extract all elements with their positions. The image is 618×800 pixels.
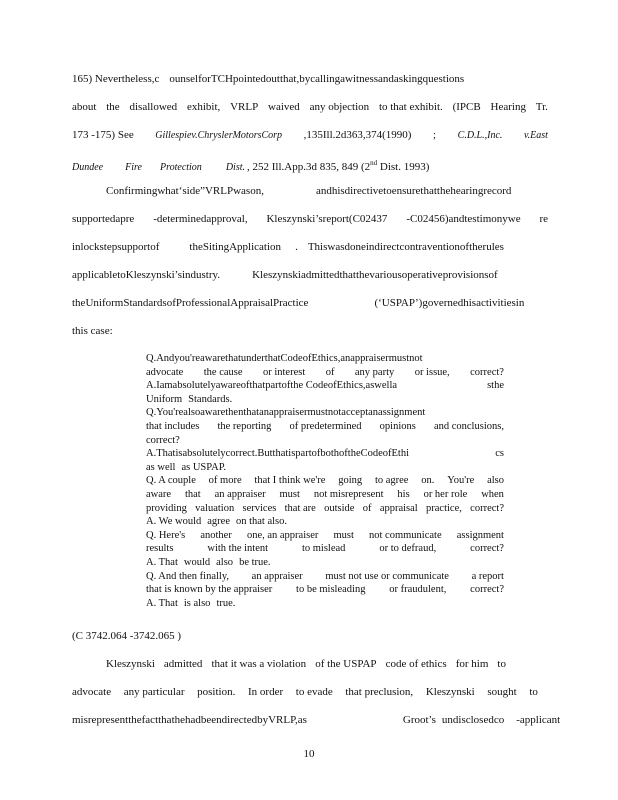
quote-segment: valuation [195, 502, 235, 514]
quote-segment: outside [324, 502, 355, 514]
quote-segment: of predetermined [289, 420, 362, 432]
quote-segment: providing [146, 502, 187, 514]
quote-segment: or fraudulent, [389, 584, 447, 596]
quote-segment: correct? [146, 434, 180, 446]
quote-segment: sthe [487, 380, 504, 392]
quote-line [146, 474, 504, 488]
quote-segment: or to defraud, [379, 543, 437, 555]
quote-line [146, 379, 504, 393]
quote-segment: be true. [239, 556, 271, 568]
quote-segment: A. That [146, 597, 178, 609]
quote-line [146, 447, 504, 461]
quote-segment: not communicate [369, 529, 442, 541]
text-segment: (‘USPAP’)governedhisactivitiesin [374, 297, 525, 309]
quote-segment: also [487, 475, 504, 487]
quote-segment: Q.You'realsoawarethenthatanappraisermustnotacceptanassignment [146, 407, 426, 419]
text-segment: Groot’s [402, 714, 436, 726]
text-segment: exhibit, [186, 101, 221, 113]
text-segment: any objection [309, 101, 370, 113]
text-segment: Confirmingwhat‘side”VRLPwason, [106, 185, 264, 197]
quote-segment: also [216, 556, 234, 568]
text-line [72, 240, 548, 254]
quote-segment: of more [208, 475, 242, 487]
text-segment: sought [487, 686, 517, 698]
quote-segment: to agree [374, 475, 409, 487]
text-segment: Kleszynski’sreport(C02437 [266, 213, 388, 225]
quote-segment: that is known by the appraiser [146, 584, 273, 596]
citation-text: Dist. 1993) [379, 160, 430, 173]
case-name: Gillespiev.ChryslerMotorsCorp [155, 130, 283, 141]
text-line [72, 212, 548, 226]
text-segment: VRLP [230, 101, 259, 113]
text-segment: position. [197, 686, 236, 698]
text-segment: . [295, 241, 298, 253]
case-name: Fire [125, 161, 142, 173]
quote-segment: to mislead [301, 543, 346, 555]
quote-segment: would [183, 556, 211, 568]
text-segment: re [539, 213, 548, 225]
quote-line [146, 583, 504, 597]
quote-segment: an appraiser [214, 488, 266, 500]
quote-segment: as USPAP. [181, 461, 227, 473]
quote-segment: true. [216, 597, 236, 609]
quote-line [146, 488, 504, 502]
text-line [72, 268, 548, 282]
text-line [72, 685, 538, 699]
quote-line [146, 542, 504, 556]
text-line [72, 100, 548, 114]
quote-segment: another [200, 529, 232, 541]
quote-segment: advocate [146, 366, 184, 378]
quote-line [146, 529, 504, 543]
quote-segment: must [279, 488, 300, 500]
quote-segment: that includes [146, 420, 200, 432]
quote-segment: when [481, 488, 504, 500]
text-segment: to evade [295, 686, 333, 698]
text-segment: 165) Nevertheless,c [72, 73, 160, 85]
text-segment: Hearing [490, 101, 526, 113]
quote-segment: Q. A couple [146, 475, 196, 487]
quote-segment: appraisal [379, 502, 418, 514]
quote-line [146, 393, 504, 407]
text-segment: applicabletoKleszynski’sindustry. [72, 269, 221, 281]
text-line [72, 296, 548, 310]
text-line [72, 72, 548, 86]
quote-segment: Q.Andyou'reawarethatunderthatCodeofEthics,anappraisermustnot [146, 353, 423, 364]
quote-segment: Uniform [146, 393, 183, 405]
quote-line [146, 406, 504, 420]
text-segment: (IPCB [452, 101, 481, 113]
quote-segment: services [242, 502, 277, 514]
quote-segment: You're [447, 475, 475, 487]
quote-segment: results [146, 543, 174, 555]
text-segment: to that exhibit. [378, 101, 443, 113]
text-segment: admitted [163, 658, 203, 670]
quote-segment: the cause [203, 366, 243, 378]
quote-line [146, 366, 504, 380]
case-name: Dundee [72, 161, 104, 173]
citation-text: , 252 Ill.App.3d 835, 849 (2 [246, 160, 371, 173]
quote-segment: and conclusions, [433, 420, 504, 432]
text-segment: theSitingApplication [189, 241, 282, 253]
quote-segment: A.Thatisabsolutelycorrect.ButthatispartofbothoftheCodeofEthi [146, 448, 410, 460]
text-segment: undisclosedco [441, 714, 505, 726]
text-segment: of the USPAP [315, 658, 377, 670]
quote-segment: one, an appraiser [246, 529, 319, 541]
text-segment: any particular [123, 686, 185, 698]
record-citation: (C 3742.064 -3742.065 ) [72, 630, 182, 642]
text-segment: that preclusion, [345, 686, 414, 698]
quote-line [146, 461, 504, 475]
quote-segment: Standards. [188, 393, 233, 405]
quote-segment: correct? [470, 543, 504, 555]
text-segment: Kleszynskiadmittedthatthevariousoperativeprovisionsof [252, 269, 498, 281]
text-segment: ounselforTCHpointedoutthat,bycallingawitnessandaskingquestions [169, 73, 465, 85]
text-segment: to [529, 686, 538, 698]
text-line [106, 184, 548, 198]
quote-segment: that [184, 488, 201, 500]
quote-segment: correct? [470, 584, 504, 596]
quote-segment: of [362, 502, 372, 514]
text-segment: supportedapre [72, 213, 135, 225]
quote-segment: Q. And then finally, [146, 570, 230, 582]
text-segment: -determinedapproval, [153, 213, 248, 225]
quote-segment: must not use or communicate [325, 570, 449, 582]
text-segment: disallowed [129, 101, 178, 113]
quote-segment: aware [146, 488, 172, 500]
quote-line [146, 352, 504, 366]
quote-segment: on. [421, 475, 435, 487]
quote-line [146, 434, 504, 448]
text-segment: -C02456)andtestimonywe [406, 213, 521, 225]
page-number: 10 [303, 748, 315, 760]
quote-line [146, 420, 504, 434]
text-segment: inlockstepsupportof [72, 241, 160, 253]
quote-line [146, 570, 504, 584]
quote-line [146, 502, 504, 516]
quote-segment: cs [495, 448, 504, 460]
quote-segment: or issue, [414, 366, 450, 378]
quote-segment: A. We would [146, 516, 202, 528]
text-segment: the [106, 101, 120, 113]
text-segment: ; [433, 129, 437, 141]
quote-segment: correct? [470, 502, 504, 514]
quote-segment: on that also. [235, 516, 288, 528]
quote-segment: that are [284, 502, 316, 514]
quote-segment: that I think we're [254, 475, 326, 487]
case-name: C.D.L.,Inc. [457, 130, 503, 141]
text-segment: In order [248, 686, 284, 698]
quote-segment: with the intent [207, 543, 269, 555]
text-segment: that it was a violation [211, 658, 307, 670]
case-name: Dist. [225, 161, 245, 173]
text-segment: Thiswasdoneindirectcontraventionoftherules [307, 241, 504, 253]
text-line [72, 629, 548, 643]
quote-segment: agree [207, 516, 230, 528]
text-segment: misrepresentthefactthathehadbeendirectedbyVRLP,as [72, 714, 307, 726]
text-segment: this case: [72, 325, 113, 337]
text-segment: Tr. [535, 101, 548, 113]
case-name: v.East [523, 130, 548, 141]
text-segment: code of ethics [385, 658, 447, 670]
quote-segment: is also [183, 597, 211, 609]
text-segment: about [72, 101, 97, 113]
text-segment: to [497, 658, 506, 670]
quote-segment: as well [146, 461, 176, 473]
text-line [106, 657, 506, 671]
quote-segment: Q. Here's [146, 529, 186, 541]
quote-segment: or her role [423, 488, 468, 500]
quote-line [146, 597, 504, 611]
quote-segment: must [333, 529, 354, 541]
quote-segment: opinions [379, 420, 416, 432]
quote-segment: not misrepresent [313, 488, 384, 500]
text-line [72, 324, 548, 338]
text-line [72, 128, 548, 143]
quote-segment: his [397, 488, 410, 500]
text-segment: andhisdirectivetoensurethatthehearingrecord [315, 185, 512, 197]
text-segment: theUniformStandardsofProfessionalAppraisalPractice [72, 297, 309, 309]
quote-segment: A. That [146, 556, 178, 568]
quote-segment: of [325, 366, 335, 378]
text-segment: for him [455, 658, 489, 670]
quote-segment: or interest [262, 366, 306, 378]
quote-segment: a report [471, 570, 504, 582]
quote-segment: correct? [470, 366, 504, 378]
text-segment: advocate [72, 686, 112, 698]
testimony-quote [146, 352, 504, 610]
text-segment: Kleszynski [106, 658, 155, 670]
quote-line [146, 556, 504, 570]
quote-segment: the reporting [217, 420, 272, 432]
text-segment: 173 -175) See [72, 129, 134, 141]
quote-segment: going [338, 475, 363, 487]
quote-line [146, 515, 504, 529]
text-line [72, 713, 561, 727]
text-segment: waived [268, 101, 300, 113]
quote-segment: an appraiser [251, 570, 303, 582]
quote-segment: any party [354, 366, 395, 378]
text-segment: Kleszynski [425, 686, 475, 698]
quote-segment: A.Iamabsolutelyawareofthatpartofthe CodeofEthics,aswella [146, 380, 398, 392]
superscript: nd [370, 159, 378, 167]
quote-segment: to be misleading [296, 584, 366, 596]
text-segment: ,135Ill.2d363,374(1990) [303, 129, 412, 141]
quote-segment: practice, [426, 502, 462, 514]
text-line [72, 156, 548, 175]
text-segment: -applicant [516, 714, 561, 726]
text-segment [247, 156, 429, 174]
quote-segment: assignment [456, 529, 504, 541]
case-name: Protection [159, 161, 202, 173]
